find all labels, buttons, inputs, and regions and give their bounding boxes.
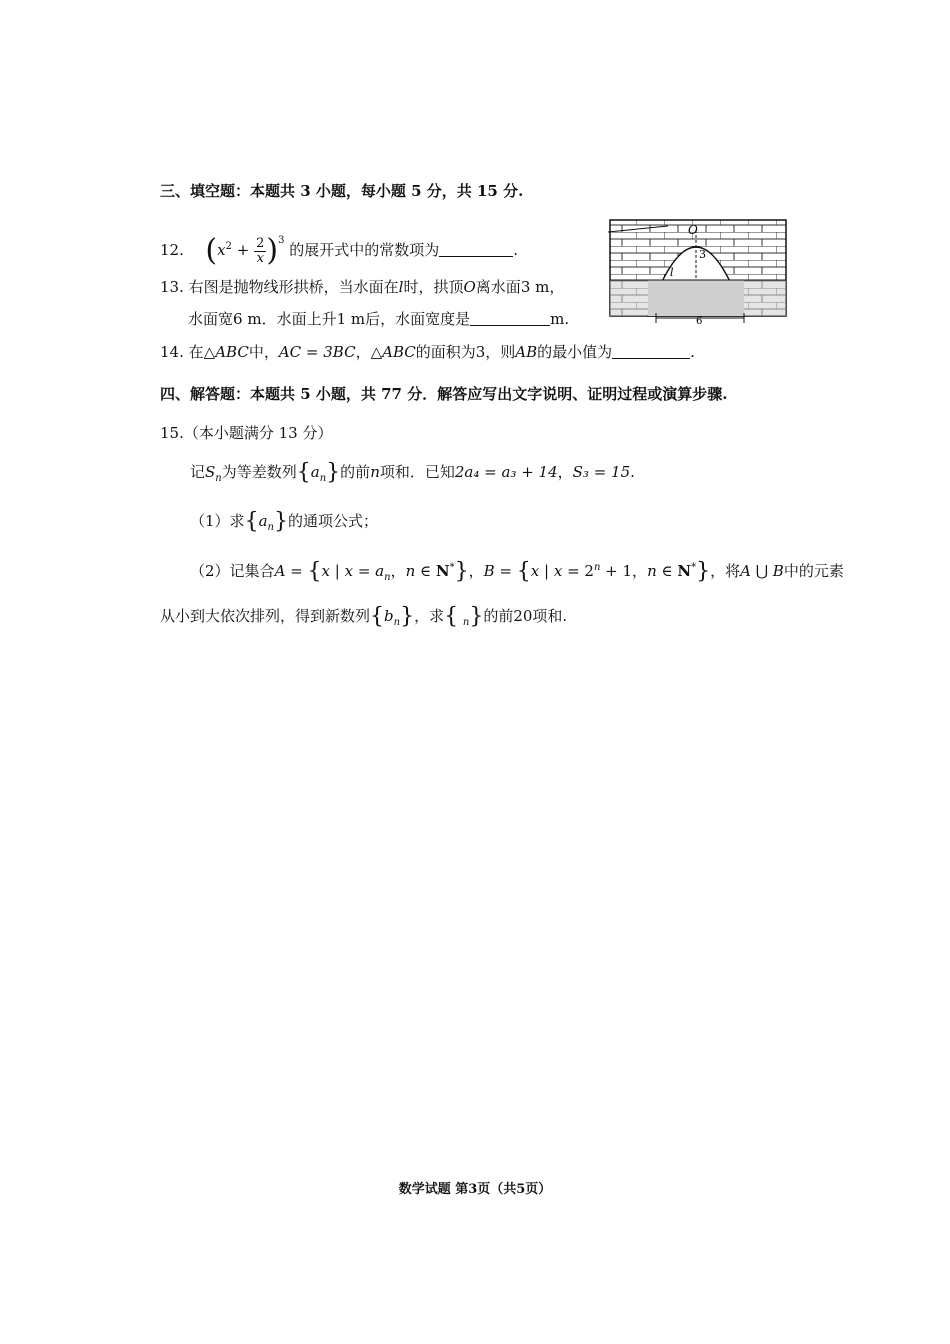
q14-math: △ABC [203, 343, 249, 361]
q14-math: △ABC [370, 343, 416, 361]
q15-text: 为等差数列 [221, 463, 297, 481]
q13-l: l [398, 278, 404, 296]
q15-part-label: （2） [190, 562, 230, 580]
q14-math: AB [515, 343, 538, 361]
q15-text: 的前20项和. [483, 607, 568, 625]
q13-o: O [463, 278, 476, 296]
q15-text: 的通项公式； [287, 512, 378, 530]
q15-math: S₃ = 15 [572, 463, 631, 481]
q15-text: 记集合 [229, 562, 275, 580]
question-13-line-2 [188, 308, 569, 330]
q15-text: 的前 [340, 463, 371, 481]
answer-blank-13[interactable] [470, 309, 550, 326]
question-14: 14. 在△ABC中，AC = 3BC，△ABC的面积为3，则AB的最小值为 . [160, 343, 695, 361]
question-12-expression: ($x^2$ + $\frac{2}{x}$ )$^3$ [205, 233, 285, 268]
q13-value: 6 m [233, 310, 262, 328]
q13-text: 右图是抛物线形拱桥，当水面在 [188, 278, 399, 296]
q14-text: 在 [188, 343, 204, 361]
q15-part-label: （1） [190, 512, 230, 530]
question-15-intro: 记$S_n$为等差数列$\{a_n\}$的前n项和．已知2a₄ = a₃ + 14，S₃ = 15. [190, 460, 635, 485]
q14-text: 的最小值为 [537, 343, 613, 361]
question-12: 12. ($x^2$ + $\frac{2}{x}$ )$^3$ 的展开式中的常数项为 . [160, 233, 519, 268]
q13-text: 水面宽 [188, 310, 234, 328]
water-left [610, 280, 648, 316]
q13-text: ， [549, 278, 565, 296]
q14-text: 的面积为3，则 [415, 343, 516, 361]
q15-text: 求 [229, 512, 245, 530]
page-footer: 数学试题 第3页（共5页） [398, 1182, 552, 1197]
label-o: O [688, 223, 698, 237]
question-13-line-1 [160, 276, 564, 298]
label-width: 6 [696, 316, 703, 326]
label-l: l [670, 266, 674, 279]
water-right [744, 280, 786, 316]
section-3-heading: 三、填空题：本题共 3 小题，每小题 5 分，共 15 分. [160, 182, 524, 200]
q15-text: 中的元素 [783, 562, 844, 580]
q14-text: ， [355, 343, 371, 361]
q15-text: ，将 [710, 562, 741, 580]
q13-value: 3 m [520, 278, 550, 296]
label-height: 3 [699, 248, 706, 261]
q13-unit: m. [550, 310, 570, 328]
question-15-part-2: （2）记集合A = {x | $x = a_n$，n ∈ N*}，B = {x | $x = 2^n + 1$，n ∈ N*}，将A ⋃ B中的元素 [190, 559, 844, 584]
water [648, 280, 744, 316]
q15-text: ，求 [414, 607, 445, 625]
q15-math: 2a₄ = a₃ + 14 [454, 463, 558, 481]
q13-value: 1 m [336, 310, 366, 328]
q14-text: 中， [248, 343, 279, 361]
answer-blank-12[interactable] [439, 240, 513, 257]
question-14-number: 14. [160, 343, 184, 361]
section-4-heading: 四、解答题：本题共 5 小题，共 77 分．解答应写出文字说明、证明过程或演算步骤. [160, 385, 728, 403]
question-15-title [160, 422, 332, 444]
q13-text: ．水面上升 [261, 310, 337, 328]
q15-text: 从小到大依次排列，得到新数列 [160, 607, 371, 625]
question-12-number: 12. [160, 241, 184, 259]
q13-text: 离水面 [475, 278, 521, 296]
question-15-part-1: （1）求$\{a_n\}$的通项公式； [190, 509, 378, 534]
question-15-points: （本小题满分 13 分） [183, 424, 333, 442]
question-15-number: 15. [160, 424, 184, 442]
q13-text: 后，水面宽度是 [365, 310, 471, 328]
question-12-text: 的展开式中的常数项为 [289, 241, 440, 259]
question-15-part-2-cont: 从小到大依次排列，得到新数列$\{b_n\}$，求{ $_n$}的前20项和. [160, 604, 568, 629]
question-13-number: 13. [160, 278, 184, 296]
q13-text: 时，拱顶 [403, 278, 464, 296]
arch-bridge-figure [608, 218, 788, 326]
q15-text: 项和．已知 [379, 463, 455, 481]
q15-text: ， [557, 463, 573, 481]
q14-math: AC = 3BC [278, 343, 356, 361]
answer-blank-14[interactable] [612, 342, 690, 359]
q15-text: 记 [190, 463, 206, 481]
